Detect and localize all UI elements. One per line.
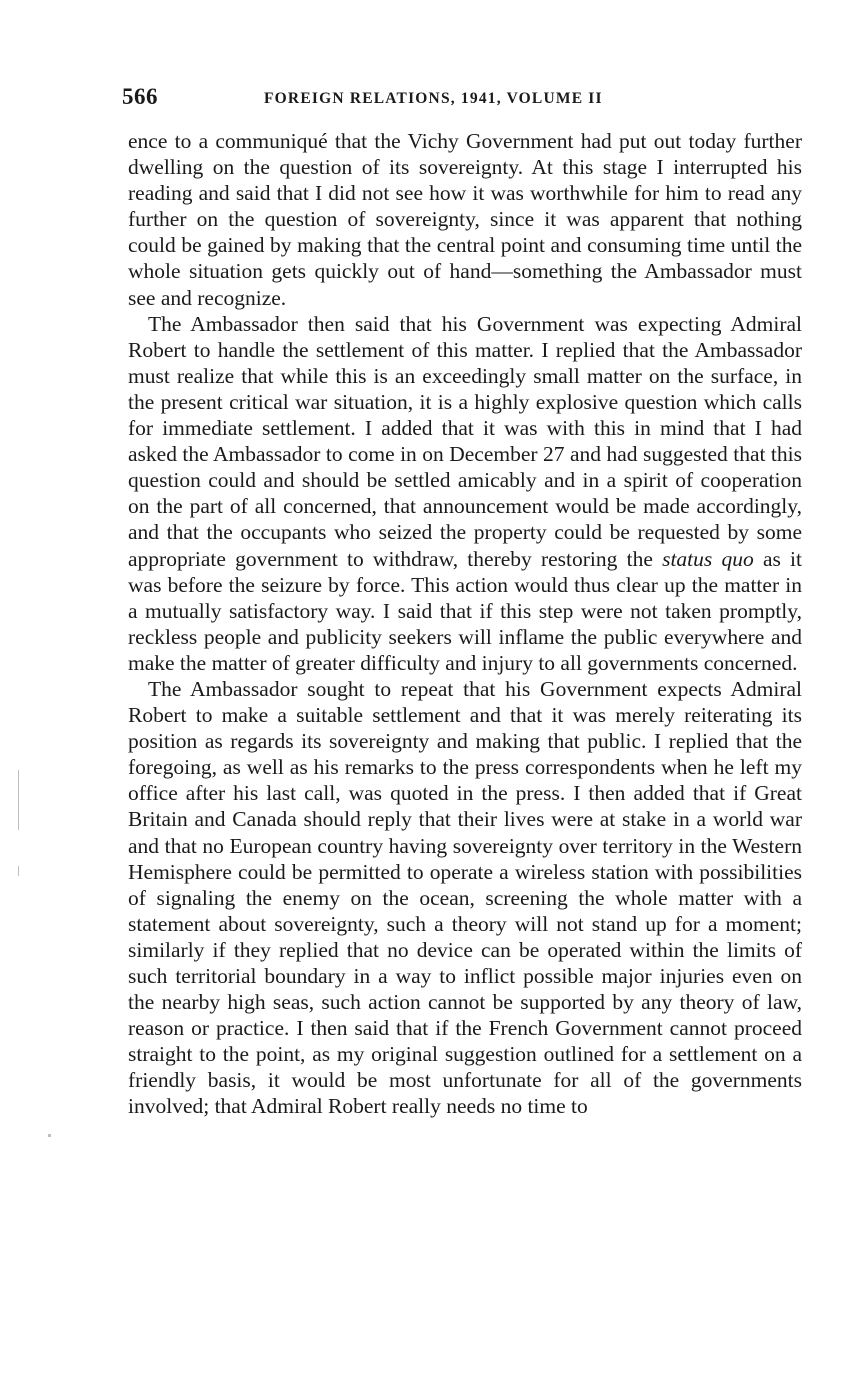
margin-mark	[18, 770, 19, 830]
paragraph-2-text-a: The Ambassador then said that his Government was expecting Admiral Robert to handle the settlement of this matter. I replied that the Ambassador must realize that while this is an exceedingly small matter on the surface, in the present critical war situation, it is a highly explosive question which calls for immediate settlement. I added that it was with this in mind that I had asked the Ambassador to come in on December 27 and had suggested that this question could and should be settled amicably and in a spirit of cooperation on the part of all concerned, that announcement would be made accordingly, and that the occupants who seized the property could be requested by some appropriate government to withdraw, thereby restoring the	[128, 311, 802, 571]
margin-mark	[18, 866, 19, 876]
paragraph-2-text-b: as it was before the seizure by force. This action would thus clear up the matter in a mutually satisfactory way. I said that if this step were not taken promptly, reckless people and publicity seekers will inflame the public everywhere and make the matter of greater difficulty and injury to all governments concerned.	[128, 546, 803, 675]
page-number: 566	[122, 84, 158, 109]
page-header	[122, 84, 802, 114]
paragraph-2-italic: status quo	[662, 546, 754, 571]
running-head: FOREIGN RELATIONS, 1941, VOLUME II	[264, 90, 603, 107]
paragraph-1: ence to a communiqué that the Vichy Government had put out today further dwelling on the question of its sovereignty. At this stage I interrupted his reading and said that I did not see how it was worthwhile for him to read any further on the question of sovereignty, since it was apparent that nothing could be gained by making that the central point and consuming time until the whole situation gets quickly out of hand—something the Ambassador must see and recognize.	[128, 129, 802, 310]
paragraph-3: The Ambassador sought to repeat that his Government expects Admiral Robert to make a suitable settlement and that it was merely reiterating its position as regards its sovereignty and making that public. I replied that the foregoing, as well as his remarks to the press correspondents when he left my office after his last call, was quoted in the press. I then added that if Great Britain and Canada should reply that their lives were at stake in a world war and that no European country having sovereignty over territory in the Western Hemisphere could be permitted to operate a wireless station with possibilities of signaling the enemy on the ocean, screening the whole matter with a statement about sovereignty, such a theory will not stand up for a moment; similarly if they replied that no device can be operated within the limits of such territorial boundary in a way to inflict possible major injuries even on the nearby high seas, such action cannot be supported by any theory of law, reason or practice. I then said that if the French Government cannot proceed straight to the point, as my original suggestion outlined for a settlement on a friendly basis, it would be most unfortunate for all of the governments involved; that Admiral Robert really needs no time to	[128, 676, 802, 1119]
body-text	[128, 128, 802, 1120]
document-page	[122, 84, 803, 1120]
margin-mark	[48, 1134, 51, 1137]
paragraph-2	[128, 311, 802, 676]
